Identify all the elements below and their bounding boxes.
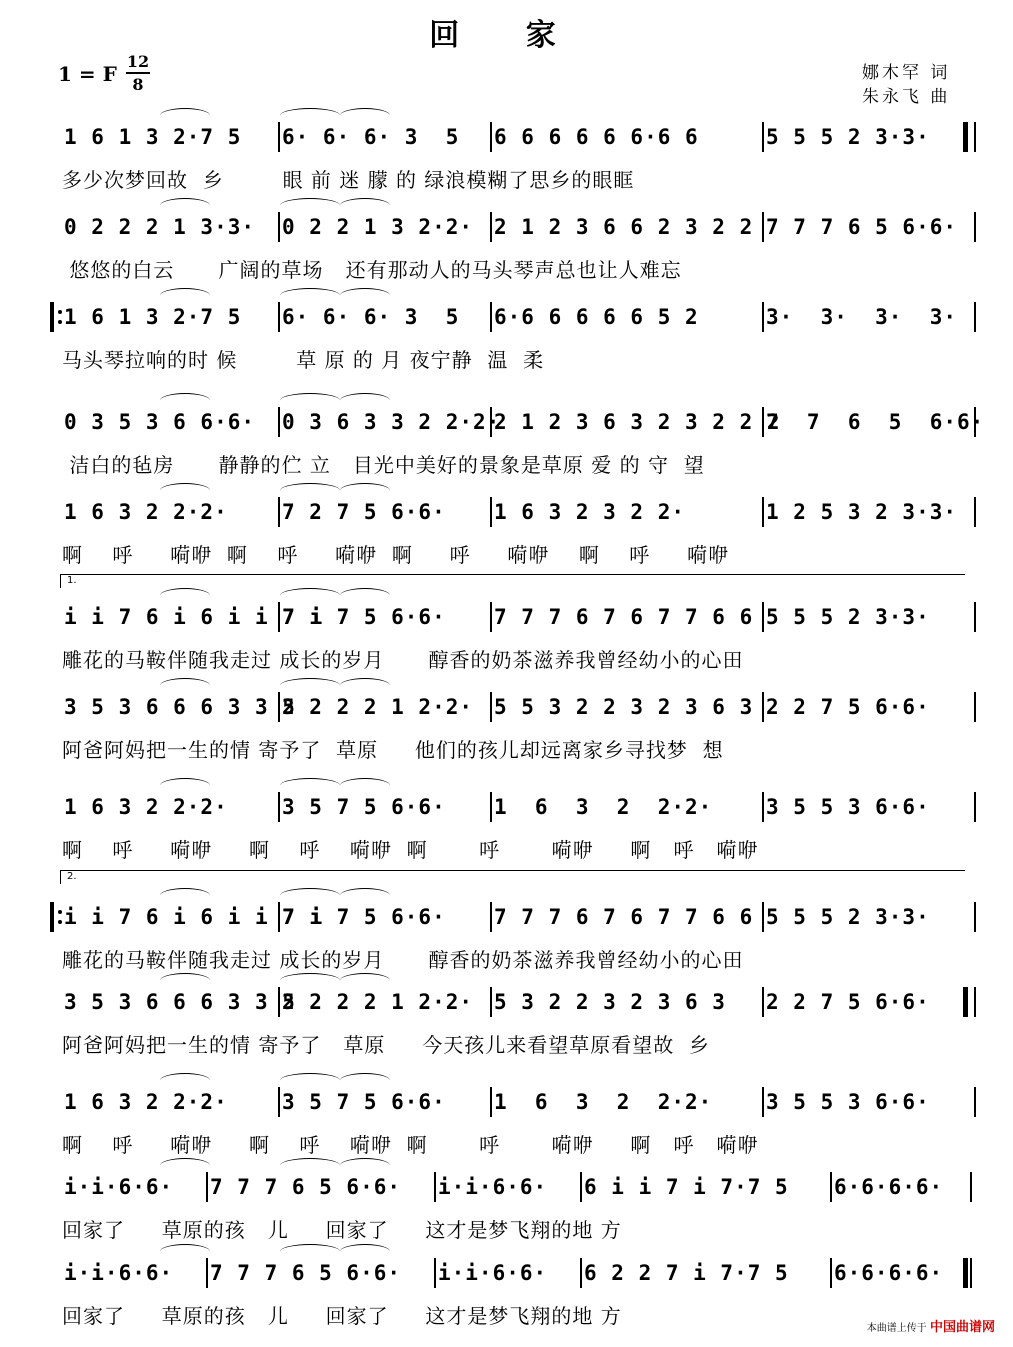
- repeat-start-sign: [50, 302, 63, 332]
- measure: [280, 1085, 492, 1119]
- end-barline: [963, 987, 968, 1017]
- measure-notes: 5 3 2 2 3 2 3 6 3: [494, 990, 726, 1014]
- slur-arc: [340, 483, 390, 498]
- volta-bracket-2: [60, 870, 965, 884]
- measure-notes: 1 6 1 3 2·7 5: [64, 125, 242, 149]
- measure-notes: 6·6 6 6 6 6 5 2: [494, 305, 699, 329]
- measure: [280, 900, 492, 934]
- measure: [62, 900, 324, 934]
- measure-notes: 6· 6· 6· 3 5: [282, 305, 460, 329]
- notation-row: [0, 300, 1013, 334]
- measure: [764, 790, 976, 824]
- measure-notes: 3· 3· 3· 3·: [766, 305, 958, 329]
- notation-row: [0, 790, 1013, 824]
- slur-arc: [340, 393, 390, 408]
- measure: [764, 690, 976, 724]
- measure-notes: 2 2 2 2 1 2·2·: [282, 695, 474, 719]
- slur-arc: [160, 108, 210, 123]
- measure: [208, 1256, 436, 1290]
- slur-arc: [160, 483, 210, 498]
- measure-notes: i·i·6·6·: [64, 1261, 174, 1285]
- footer-watermark: [867, 1316, 995, 1335]
- notation-row: [0, 405, 1013, 439]
- measure-notes: 6 i i 7 i 7·7 5: [584, 1175, 789, 1199]
- slur-arc: [160, 973, 210, 988]
- notation-row: [0, 1256, 1013, 1290]
- measure-notes: 0 2 2 2 1 3·3·: [64, 215, 256, 239]
- measure-notes: i·i·6·6·: [438, 1261, 548, 1285]
- measure: [492, 600, 764, 634]
- slur-arc: [280, 678, 340, 693]
- measure: [208, 1170, 436, 1204]
- lyric-line: 回家了 草原的孩 儿 回家了 这才是梦飞翔的地 方: [62, 1304, 622, 1328]
- measure: [764, 495, 976, 529]
- measure: [764, 1085, 976, 1119]
- lyric-line: 回家了 草原的孩 儿 回家了 这才是梦飞翔的地 方: [62, 1218, 622, 1242]
- notation-row: [0, 1085, 1013, 1119]
- lyric-line: 悠悠的白云 广阔的草场 还有那动人的马头琴声总也让人难忘: [62, 258, 682, 282]
- measure: [582, 1256, 832, 1290]
- slur-arc: [340, 108, 390, 123]
- measure-notes: 0 2 2 1 3 2·2·: [282, 215, 474, 239]
- slur-arc: [280, 483, 340, 498]
- slur-arc: [340, 588, 390, 603]
- measure: [62, 690, 296, 724]
- measure-notes: 7 2 7 5 6·6·: [282, 500, 446, 524]
- volta-bracket-1: [60, 574, 965, 588]
- measure: [62, 790, 280, 824]
- measure-notes: i i 7 6 i 6 i i 7 i: [64, 905, 324, 929]
- lyric-line: 啊 呼 嗬咿 啊 呼 嗬咿 啊 呼 嗬咿 啊 呼 嗬咿: [62, 1133, 759, 1157]
- measure-notes: 6 6 6 6 6 6·6 6: [494, 125, 699, 149]
- measure-notes: 7 7 7 6 7 6 7 7 6 6: [494, 605, 754, 629]
- measure-notes: 0 3 5 3 6 6·6·: [64, 410, 256, 434]
- slur-arc: [280, 108, 340, 123]
- slur-arc: [160, 198, 210, 213]
- end-barline: [963, 1258, 968, 1288]
- measure: [492, 120, 764, 154]
- measure-notes: 3 5 7 5 6·6·: [282, 1090, 446, 1114]
- measure: [492, 210, 764, 244]
- slur-arc: [340, 1073, 390, 1088]
- measure: [280, 210, 492, 244]
- measure: [764, 600, 976, 634]
- measure: [764, 405, 985, 439]
- measure-notes: 1 6 3 2 2·2·: [64, 1090, 228, 1114]
- measure-notes: 2 1 2 3 6 6 2 3 2 2: [494, 215, 754, 239]
- slur-arc: [280, 588, 340, 603]
- measure: [492, 1085, 764, 1119]
- measure-notes: 6 2 2 7 i 7·7 5: [584, 1261, 789, 1285]
- measure: [832, 1256, 972, 1290]
- measure-notes: 1 6 3 2 2·2·: [64, 795, 228, 819]
- lyricist-credit: 娜木罕 词: [862, 63, 951, 83]
- measure: [492, 405, 781, 439]
- footer-prefix: 本曲谱上传于: [866, 1323, 927, 1334]
- measure-notes: 3 5 3 6 6 6 3 3 5: [64, 695, 296, 719]
- end-barline: [963, 122, 968, 152]
- measure: [280, 790, 492, 824]
- measure-notes: 2 2 7 5 6·6·: [766, 990, 930, 1014]
- measure-notes: 7 i 7 5 6·6·: [282, 605, 446, 629]
- slur-arc: [280, 1158, 340, 1173]
- measure: [492, 900, 764, 934]
- slur-arc: [340, 678, 390, 693]
- measure-notes: 2 2 2 2 1 2·2·: [282, 990, 474, 1014]
- measure: [280, 690, 492, 724]
- slur-arc: [160, 588, 210, 603]
- measure: [764, 210, 976, 244]
- measure-notes: 7 7 7 6 7 6 7 7 6 6: [494, 905, 754, 929]
- page-title: 回 家: [429, 18, 584, 53]
- notation-row: [0, 690, 1013, 724]
- slur-arc: [160, 888, 210, 903]
- measure-notes: 7 7 7 6 5 6·6·: [210, 1261, 402, 1285]
- site-logo: 中国曲谱网: [929, 1320, 995, 1335]
- notation-row: [0, 985, 1013, 1019]
- measure-notes: 1 6 3 2 2·2·: [494, 1090, 713, 1114]
- measure: [832, 1170, 972, 1204]
- measure: [764, 300, 976, 334]
- slur-arc: [280, 973, 340, 988]
- measure-notes: 5 5 5 2 3·3·: [766, 905, 930, 929]
- measure: [436, 1256, 582, 1290]
- slur-arc: [160, 778, 210, 793]
- measure-notes: 6· 6· 6· 3 5: [282, 125, 460, 149]
- lyric-line: 雕花的马鞍伴随我走过 成长的岁月 醇香的奶茶滋养我曾经幼小的心田: [62, 648, 744, 672]
- measure-notes: 6·6·6·6·: [834, 1175, 944, 1199]
- measure-notes: i i 7 6 i 6 i i 7 i: [64, 605, 324, 629]
- slur-arc: [340, 888, 390, 903]
- notation-row: [0, 600, 1013, 634]
- measure: [62, 1085, 280, 1119]
- measure: [582, 1170, 832, 1204]
- slur-arc: [160, 393, 210, 408]
- measure-notes: 7 7 7 6 5 6·6·: [766, 215, 958, 239]
- notation-row: [0, 210, 1013, 244]
- measure-notes: 2 1 2 3 6 3 2 3 2 2 2: [494, 410, 781, 434]
- lyric-line: 多少次梦回故 乡 眼 前 迷 朦 的 绿浪模糊了思乡的眼眶: [62, 168, 635, 192]
- measure: [492, 495, 764, 529]
- slur-arc: [280, 198, 340, 213]
- measure-notes: 2 2 7 5 6·6·: [766, 695, 930, 719]
- measure: [62, 495, 280, 529]
- slur-arc: [160, 1244, 210, 1259]
- measure-notes: 5 5 5 2 3·3·: [766, 125, 930, 149]
- notation-row: [0, 495, 1013, 529]
- slur-arc: [340, 973, 390, 988]
- measure-notes: 5 5 5 2 3·3·: [766, 605, 930, 629]
- key-signature: 1 = F: [58, 62, 117, 86]
- measure-notes: 3 5 3 6 6 6 3 3 5: [64, 990, 296, 1014]
- measure: [280, 985, 492, 1019]
- volta-label-1: 1.: [67, 575, 77, 586]
- measure-notes: 1 2 5 3 2 3·3·: [766, 500, 958, 524]
- slur-arc: [280, 778, 340, 793]
- measure: [62, 600, 324, 634]
- repeat-start-sign: [50, 902, 63, 932]
- slur-arc: [280, 1244, 340, 1259]
- measure-notes: 1 6 3 2 2·2·: [64, 500, 228, 524]
- notation-row: [0, 120, 1013, 154]
- measure: [62, 1170, 208, 1204]
- lyric-line: 雕花的马鞍伴随我走过 成长的岁月 醇香的奶茶滋养我曾经幼小的心田: [62, 948, 744, 972]
- lyric-line: 啊 呼 嗬咿 啊 呼 嗬咿 啊 呼 嗬咿 啊 呼 嗬咿: [62, 543, 730, 567]
- slur-arc: [280, 288, 340, 303]
- slur-arc: [340, 1244, 390, 1259]
- lyric-line: 阿爸阿妈把一生的情 寄予了 草原 他们的孩儿却远离家乡寻找梦 想: [62, 738, 724, 762]
- time-signature-top: 12: [126, 52, 150, 71]
- measure: [492, 300, 764, 334]
- measure-notes: 1 6 1 3 2·7 5: [64, 305, 242, 329]
- slur-arc: [280, 1073, 340, 1088]
- measure: [436, 1170, 582, 1204]
- measure-notes: 3 5 5 3 6·6·: [766, 795, 930, 819]
- composer-credit: 朱永飞 曲: [862, 87, 951, 107]
- measure-notes: 3 5 7 5 6·6·: [282, 795, 446, 819]
- slur-arc: [160, 678, 210, 693]
- measure: [492, 790, 764, 824]
- time-signature: [126, 52, 150, 94]
- measure: [62, 985, 296, 1019]
- measure-notes: 6·6·6·6·: [834, 1261, 944, 1285]
- measure: [764, 900, 976, 934]
- time-signature-bottom: 8: [132, 75, 144, 94]
- measure-notes: 3 5 5 3 6·6·: [766, 1090, 930, 1114]
- slur-arc: [340, 778, 390, 793]
- slur-arc: [160, 288, 210, 303]
- notation-row: [0, 900, 1013, 934]
- measure: [280, 300, 492, 334]
- measure: [280, 495, 492, 529]
- lyric-line: 马头琴拉响的时 候 草 原 的 月 夜宁静 温 柔: [62, 348, 545, 372]
- slur-arc: [340, 288, 390, 303]
- slur-arc: [160, 1073, 210, 1088]
- measure: [62, 210, 280, 244]
- measure-notes: 7 i 7 5 6·6·: [282, 905, 446, 929]
- measure: [764, 985, 976, 1019]
- volta-label-2: 2.: [67, 871, 77, 882]
- measure-notes: 1 6 3 2 2·2·: [494, 795, 713, 819]
- notation-row: [0, 1170, 1013, 1204]
- measure-notes: 1 6 3 2 3 2 2·: [494, 500, 686, 524]
- measure: [280, 600, 492, 634]
- measure: [62, 405, 280, 439]
- measure: [280, 405, 501, 439]
- measure-notes: 7 7 7 6 5 6·6·: [210, 1175, 402, 1199]
- measure: [62, 120, 280, 154]
- measure: [764, 120, 976, 154]
- measure-notes: i·i·6·6·: [64, 1175, 174, 1199]
- measure-notes: 7 7 6 5 6·6·: [766, 410, 985, 434]
- measure: [62, 300, 280, 334]
- lyric-line: 阿爸阿妈把一生的情 寄予了 草原 今天孩儿来看望草原看望故 乡: [62, 1033, 710, 1057]
- measure: [492, 690, 764, 724]
- slur-arc: [340, 198, 390, 213]
- slur-arc: [340, 1158, 390, 1173]
- measure-notes: i·i·6·6·: [438, 1175, 548, 1199]
- measure-notes: 5 5 3 2 2 3 2 3 6 3: [494, 695, 754, 719]
- measure-notes: 0 3 6 3 3 2 2·2·: [282, 410, 501, 434]
- slur-arc: [280, 393, 340, 408]
- measure: [492, 985, 764, 1019]
- measure: [280, 120, 492, 154]
- slur-arc: [280, 888, 340, 903]
- lyric-line: 洁白的毡房 静静的伫 立 目光中美好的景象是草原 爱 的 守 望: [62, 453, 705, 477]
- measure: [62, 1256, 208, 1290]
- lyric-line: 啊 呼 嗬咿 啊 呼 嗬咿 啊 呼 嗬咿 啊 呼 嗬咿: [62, 838, 759, 862]
- slur-arc: [160, 1158, 210, 1173]
